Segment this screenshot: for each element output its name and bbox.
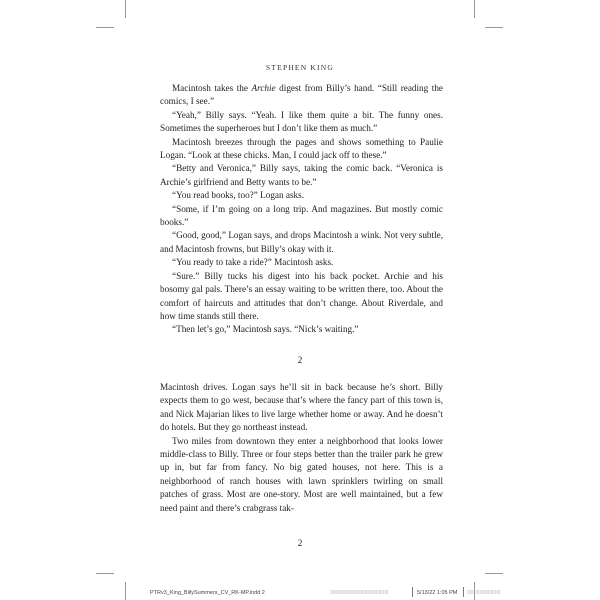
paragraph: “Some, if I’m going on a long trip. And magazines. But mostly comic books.” xyxy=(160,203,443,228)
slug-datetime: 5/13/22 1:05 PM xyxy=(417,590,458,596)
paragraph: “Sure.” Billy tucks his digest into his back pocket. Archie and his bosomy gal pals. There’s an essay waiting to be written there, too. About the comfort of haircuts and attitudes that don’t change. About Riverdale, and how time stands still there. xyxy=(160,270,443,321)
paragraph: “Yeah,” Billy says. “Yeah. I like them quite a bit. The funny ones. Sometimes the superheroes but I don’t like them as much.” xyxy=(160,109,443,134)
crop-mark-top-left xyxy=(125,0,126,18)
paragraph: “Good, good,” Logan says, and drops Macintosh a wink. Not very subtle, and Macintosh frowns, but Billy’s okay with it. xyxy=(160,230,443,254)
paragraph: Macintosh drives. Logan says he’ll sit in back because he’s short. Billy expects them to go west, because that’s where the fancy part of this town is, and Nick Majarian likes to live large whether home or away. And he doesn’t do hotels. But they go northeast instead. xyxy=(160,382,443,433)
slug-divider xyxy=(463,587,464,597)
paragraph: “Then let’s go,” Macintosh says. “Nick’s waiting.” xyxy=(172,324,359,335)
text-block-1 xyxy=(160,82,443,337)
italic-title: Archie xyxy=(251,83,276,93)
slug-divider xyxy=(412,587,413,597)
crop-mark-left-top xyxy=(96,27,114,28)
crop-mark-bottom-left xyxy=(125,582,126,600)
page-number: 2 xyxy=(297,538,303,548)
slug-faint-right: 000000000000 xyxy=(467,590,501,596)
slug-filename: PTRv3_King_BillySummers_CV_RK-MP.indd 2 xyxy=(150,590,265,596)
paragraph: Macintosh breezes through the pages and shows something to Paulie Logan. “Look at these chicks. Man, I could jack off to these.” xyxy=(160,136,443,161)
paragraph: Two miles from downtown they enter a neighborhood that looks lower middle-class to Billy. Three or four steps better than the trailer park he grew up in, but far from fancy. No big gated houses, not here. This is a neighborhood of ranch houses with lawn sprinklers twirling on small patches of grass. Most are one-story. Most are well maintained, but a few need paint and there’s crabgrass tak- xyxy=(160,435,443,513)
paragraph: “You read books, too?” Logan asks. xyxy=(172,190,305,201)
crop-mark-top-right xyxy=(474,0,475,18)
crop-mark-right-bottom xyxy=(485,573,503,574)
paragraph: “You ready to take a ride?” Macintosh asks. xyxy=(172,257,334,268)
paragraph: “Betty and Veronica,” Billy says, taking the comic back. “Veronica is Archie’s girlfriend and Betty wants to be.” xyxy=(160,163,443,187)
paragraph: Macintosh takes the Archie digest from Billy’s hand. “Still reading the comics, I see.” xyxy=(160,83,443,107)
running-head: STEPHEN KING xyxy=(266,63,334,72)
crop-mark-left-bottom xyxy=(96,573,114,574)
text-block-2 xyxy=(160,381,443,515)
slug-faint-left: 000000000000000000000 xyxy=(330,590,389,596)
section-number: 2 xyxy=(297,355,303,365)
crop-mark-right-top xyxy=(485,27,503,28)
